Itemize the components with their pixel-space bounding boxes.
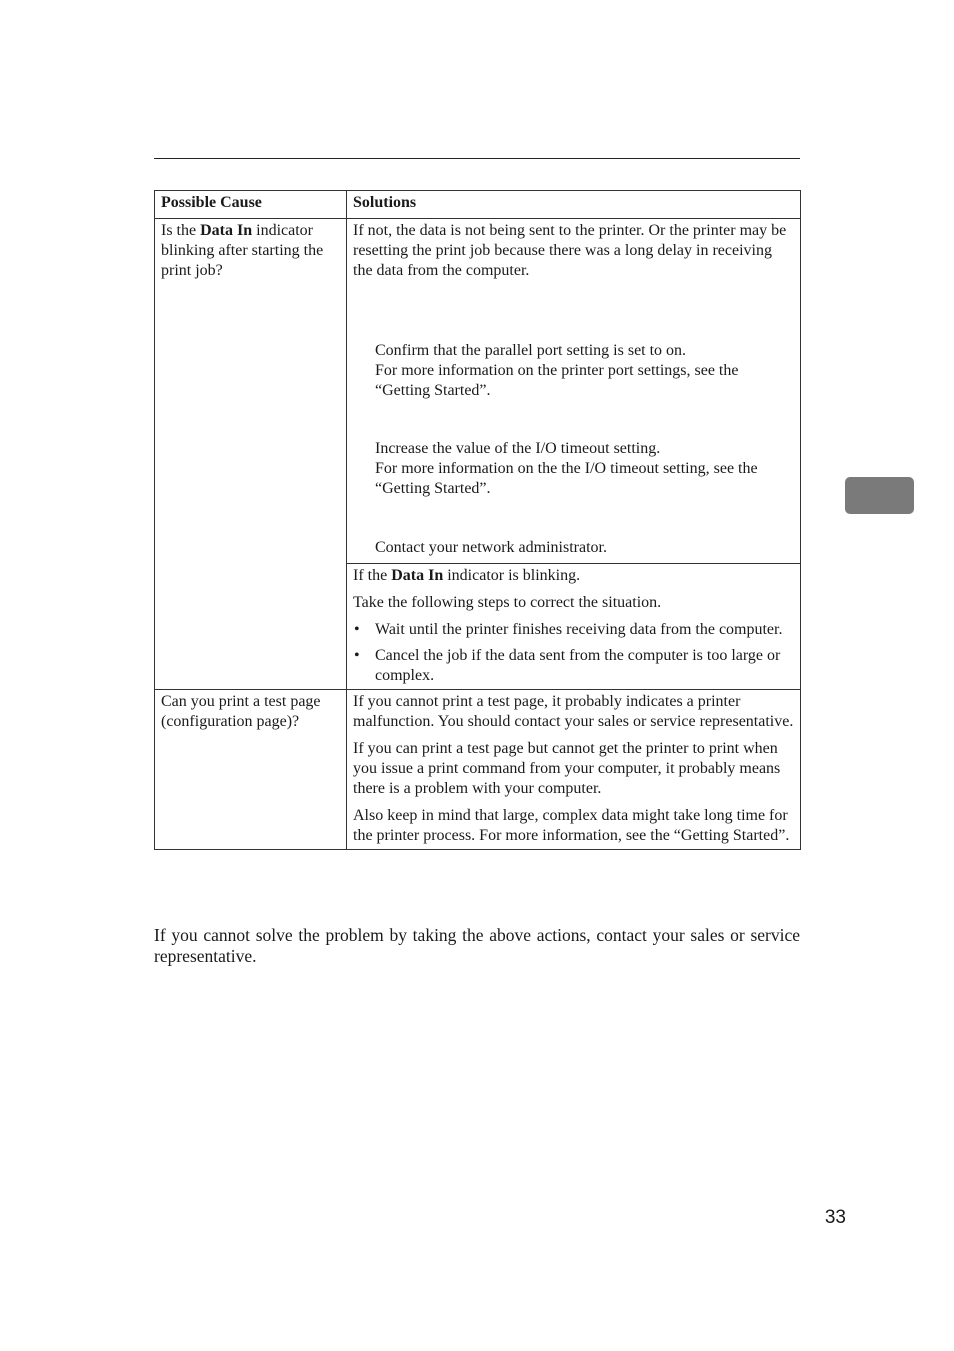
table-row xyxy=(155,690,801,850)
bullet-list xyxy=(353,620,794,686)
solution-paragraph: Also keep in mind that large, complex data might take long time for the printer process. For more information, see the “Getting Started”. xyxy=(353,807,790,844)
cause-cell xyxy=(155,219,347,690)
cause-text: Is the xyxy=(161,222,197,239)
bullet-icon: • xyxy=(354,647,360,664)
header-solutions: Solutions xyxy=(347,191,801,219)
troubleshooting-table xyxy=(154,190,801,850)
data-in-indicator-label: Data In xyxy=(391,567,444,584)
solution-text: If the xyxy=(353,567,388,584)
cause-cell: Can you print a test page (configuration page)? xyxy=(155,690,347,850)
list-item: • Cancel the job if the data sent from the computer is too large or complex. xyxy=(354,647,781,684)
solution-step: Contact your network administrator. xyxy=(375,539,607,556)
chapter-tab xyxy=(845,477,914,514)
solution-paragraph: If you can print a test page but cannot get the printer to print when you issue a print command from your computer, it probably means there is a problem with your computer. xyxy=(353,740,781,797)
header-possible-cause: Possible Cause xyxy=(155,191,347,219)
solution-cell xyxy=(347,219,801,564)
cause-text: indicator blinking after starting the print job? xyxy=(161,222,324,279)
solution-intro: Take the following steps to correct the situation. xyxy=(353,594,662,611)
header-rule xyxy=(154,158,800,159)
solution-step-detail: For more information on the printer port settings, see the “Getting Started”. xyxy=(375,362,739,399)
closing-paragraph: If you cannot solve the problem by taking the above actions, contact your sales or service representative. xyxy=(154,925,800,966)
table-row xyxy=(155,219,801,564)
list-item: • Wait until the printer finishes receiving data from the computer. xyxy=(354,621,783,638)
solution-cell xyxy=(347,564,801,690)
solution-intro: If not, the data is not being sent to the printer. Or the printer may be resetting the print job because there was a long delay in receiving the data from the computer. xyxy=(353,222,787,279)
data-in-indicator-label: Data In xyxy=(200,222,253,239)
solution-step: Increase the value of the I/O timeout setting. xyxy=(375,440,661,457)
solution-cell xyxy=(347,690,801,850)
solution-step-detail: For more information on the the I/O timeout setting, see the “Getting Started”. xyxy=(375,460,758,497)
solution-paragraph: If you cannot print a test page, it probably indicates a printer malfunction. You should contact your sales or service representative. xyxy=(353,693,794,730)
page-number: 33 xyxy=(824,1207,846,1228)
solution-step: Confirm that the parallel port setting is set to on. xyxy=(375,342,687,359)
bullet-icon: • xyxy=(354,621,360,638)
solution-text: indicator is blinking. xyxy=(447,567,581,584)
table-header-row xyxy=(155,191,801,219)
